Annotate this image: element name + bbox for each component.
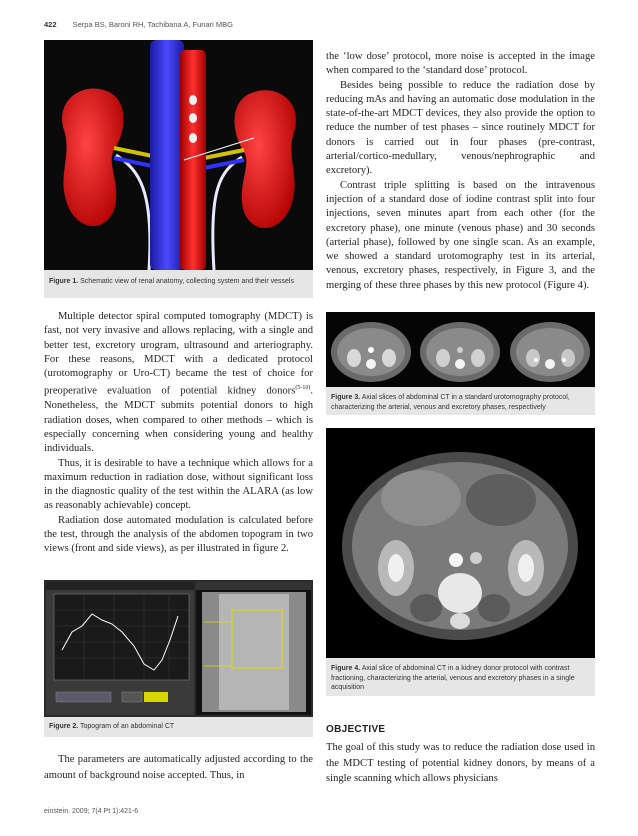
figure-4-text: Axial slice of abdominal CT in a kidney donor protocol with contrast fractioning, characterizing the arterial, venous and excretory phases in a single acquisition	[331, 665, 575, 691]
paragraph-contrast-splitting: Contrast triple splitting is based on the intravenous injection of a standard dose of iodine contrast split into four injections, seven minutes apart from each other (for the excretory phase), one minute (venous phase) and 30 seconds (arterial phase), followed by one single scan. As an example, we showed a standard urotomography test in its arterial, venous, excretory phases, respectively, in Figure 3, and the merging of these three phases by this new protocol (Figure 4).	[326, 179, 595, 291]
figure-3-caption	[326, 387, 595, 415]
objective-heading: OBJECTIVE	[326, 724, 386, 735]
running-footer: einstein. 2009; 7(4 Pt 1):421-6	[44, 808, 139, 815]
paragraph-objective: The goal of this study was to reduce the radiation dose used in the MDCT testing of potential kidney donors, by means of a single scanning which allows physicians	[326, 742, 595, 784]
figure-4-image	[326, 428, 595, 658]
figure-3-label: Figure 3.	[331, 394, 361, 401]
page-number: 422	[44, 20, 57, 29]
objective-body	[326, 740, 595, 787]
figure-1-image	[44, 40, 313, 270]
figure-2-text: Topogram of an abdominal CT	[78, 723, 175, 730]
ct-slices-three-phases	[326, 312, 595, 387]
figure-1-label: Figure 1.	[49, 278, 79, 285]
figure-2-label: Figure 2.	[49, 723, 79, 730]
paragraph-low-dose: the ‘low dose’ protocol, more noise is accepted in the image when compared to the ‘standard dose’ protocol.	[326, 51, 595, 77]
figure-1-text: Schematic view of renal anatomy, collecting system and their vessels	[78, 278, 294, 285]
paragraph-alara: Thus, it is desirable to have a technique which allows for a maximum reduction in radiation dose, without significant loss in the diagnostic quality of the test within the ALARA (as low as reasonably achievable) concept.	[44, 457, 313, 512]
figure-4-label: Figure 4.	[331, 665, 361, 672]
paragraph-dose-reduction: Besides being possible to reduce the radiation dose by reducing mAs and having an automatic dose modulation in the state-of-the-art MDCT devices, they also provide the option to reduce the number of test phases – since routinely MDCT for donors is carried out in four phases (pre-contrast, arterial/cortico-medullary, venous/nephrographic and excretory).	[326, 79, 595, 177]
figure-2-image	[44, 580, 313, 717]
right-column-body	[326, 50, 595, 293]
header-authors: Serpa BS, Baroni RH, Tachibana A, Funari MBG	[72, 20, 233, 29]
figure-1-caption	[44, 270, 313, 298]
paragraph-mdct: Multiple detector spiral computed tomography (MDCT) is fast, not very invasive and allows replacing, with a single and better test, excretory urogram, ultrasound and arteriography. For these reasons, MDCT with a dedicated protocol (urotomography or Uro-CT) became the test of choice for preoperative evaluation of potential kidney donors$^{(5-10)}$. Nonetheless, the MDCT submits potential donors to high radiation doses, when compared to other methods – which is especially concerning when considering young and healthy individuals.	[44, 311, 313, 455]
left-column-body	[44, 310, 313, 557]
figure-3-image	[326, 312, 595, 387]
renal-anatomy-illustration	[44, 40, 313, 270]
paragraph-modulation: Radiation dose automated modulation is calculated before the test, through the analysis of the abdomen topogram in two views (front and side views), as per illustrated in figure 2.	[44, 514, 313, 555]
figure-3-text: Axial slices of abdominal CT in a standard urotomography protocol, characterizing the arterial, venous and excretory phases, respectively	[331, 394, 570, 411]
paragraph-parameters: The parameters are automatically adjusted according to the amount of background noise accepted. Thus, in	[44, 754, 313, 781]
figure-4-caption	[326, 658, 595, 696]
figure-2-caption	[44, 717, 313, 737]
running-header	[44, 20, 233, 29]
topogram-screen	[44, 580, 313, 717]
left-column-tail	[44, 752, 313, 784]
ct-slice-kidney-donor	[326, 428, 595, 658]
